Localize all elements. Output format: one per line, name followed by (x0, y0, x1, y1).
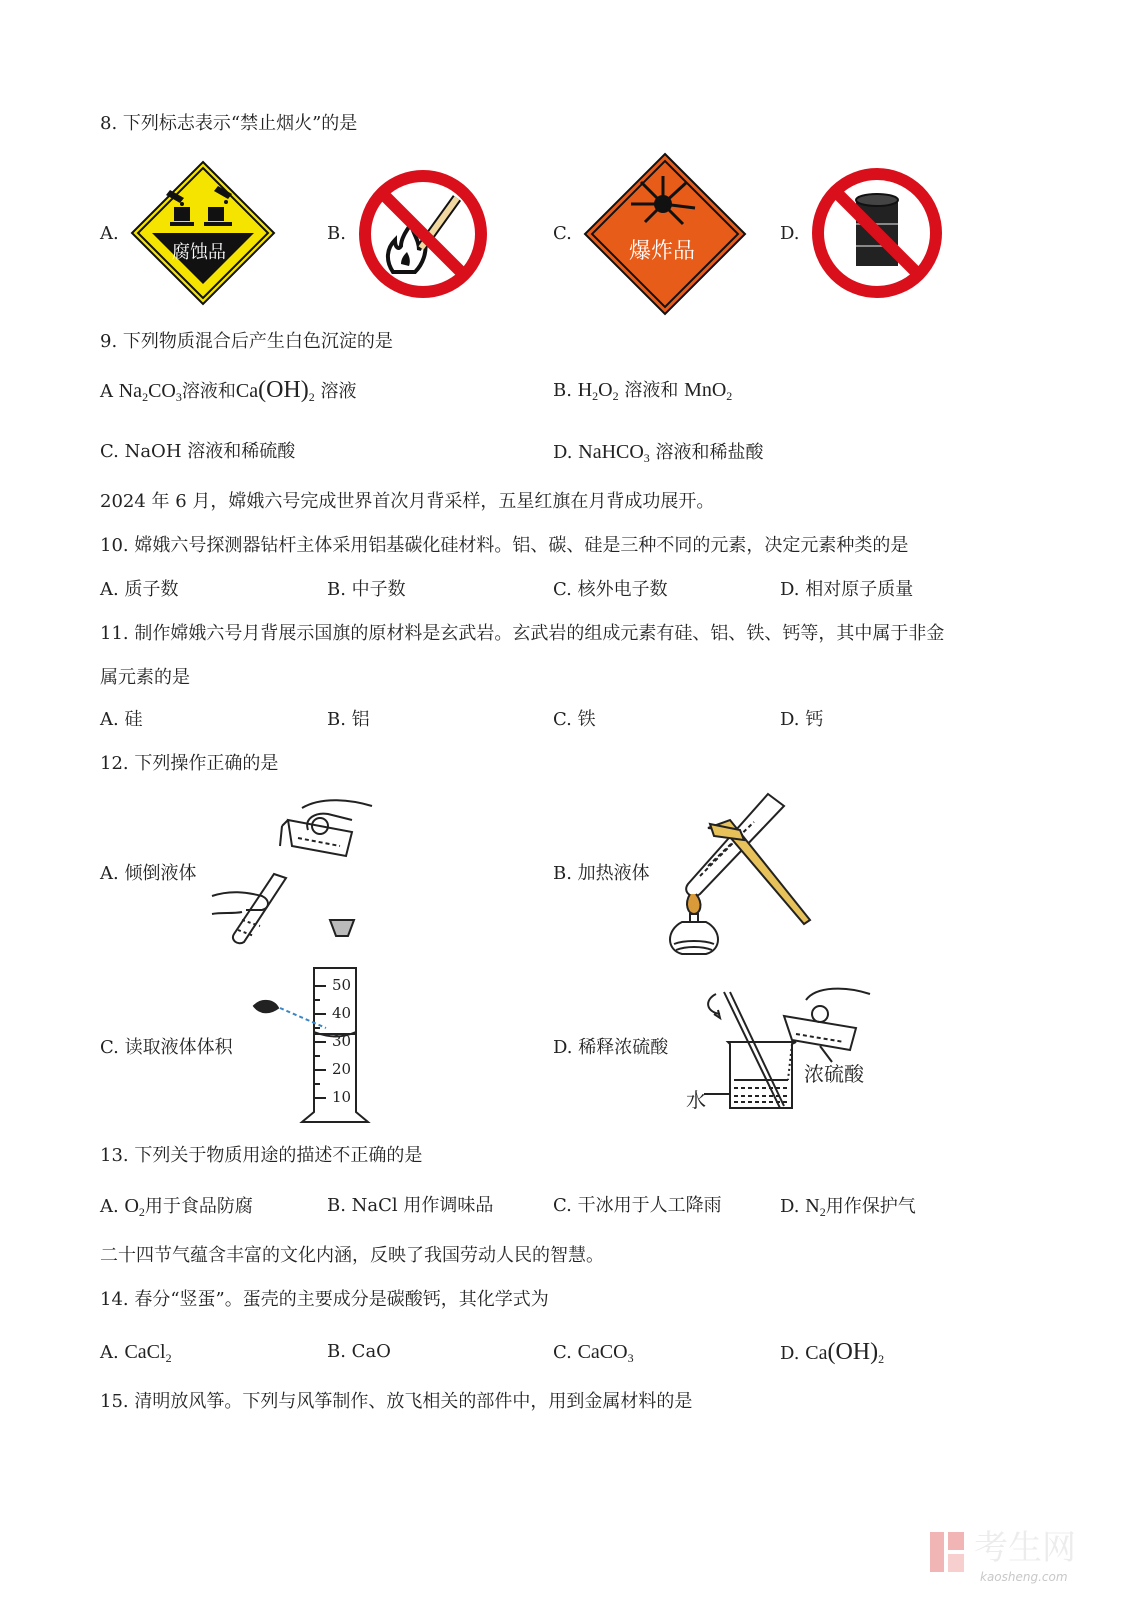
q9-b-mid: 溶液和 (624, 380, 679, 401)
q13-a-formula: $O_2$ (124, 1195, 145, 1219)
corrosive-sign-icon (130, 160, 276, 306)
q12-option-b: B. 加热液体 (553, 863, 650, 884)
cylinder-mark-30: 30 (332, 1032, 352, 1050)
q12-option-a: A. 倾倒液体 (100, 863, 197, 884)
q12-option-c: C. 读取液体体积 (100, 1037, 233, 1058)
context-intro-2: 二十四节气蕴含丰富的文化内涵，反映了我国劳动人民的智慧。 (100, 1245, 604, 1266)
q12-stem: 12. 下列操作正确的是 (100, 753, 279, 774)
q14-c-formula: CaCO$_3$ (577, 1341, 634, 1365)
q14-option-a: A. CaCl$_2$ (100, 1341, 172, 1365)
q10-option-a: A. 质子数 (100, 579, 179, 600)
watermark-url: kaosheng.com (980, 1570, 1068, 1584)
q9-a-formula-2: $Ca(OH)_2$ (235, 377, 315, 404)
q9-stem: 9. 下列物质混合后产生白色沉淀的是 (100, 331, 393, 352)
q11-option-b: B. 铝 (327, 709, 370, 730)
no-barrel-sign-icon (810, 166, 944, 300)
q15-stem: 15. 清明放风筝。下列与风筝制作、放飞相关的部件中，用到金属材料的是 (100, 1391, 693, 1412)
q14-option-d: D. $Ca(OH)_2$ (780, 1339, 885, 1366)
cylinder-mark-20: 20 (332, 1060, 352, 1078)
context-intro-1: 2024 年 6 月，嫦娥六号完成世界首次月背采样，五星红旗在月背成功展开。 (100, 491, 715, 512)
cylinder-mark-40: 40 (332, 1004, 352, 1022)
q9-option-b (553, 378, 732, 408)
heating-liquid-illustration (660, 790, 820, 956)
q8-option-d-label: D. (780, 223, 800, 244)
q9-b-label: B. (553, 380, 572, 401)
q13-option-a: A. $O_2$用于食品防腐 (100, 1195, 253, 1219)
q9-d-end: 溶液和稀盐酸 (655, 442, 764, 463)
q9-option-d (553, 440, 764, 470)
q13-option-d: D. $N_2$用作保护气 (780, 1195, 916, 1219)
q10-option-d: D. 相对原子质量 (780, 579, 914, 600)
q8-option-a-label: A. (100, 223, 119, 244)
no-fire-sign-icon (357, 168, 489, 300)
q13-option-b: B. NaCl 用作调味品 (327, 1195, 494, 1216)
label-concentrated-acid: 浓硫酸 (804, 1062, 864, 1086)
q11-stem-line-2: 属元素的是 (100, 667, 190, 688)
graduated-cylinder-illustration (250, 920, 380, 1130)
q10-option-c: C. 核外电子数 (553, 579, 668, 600)
q9-a-mid: 溶液和 (181, 381, 236, 402)
q8-stem: 8. 下列标志表示“禁止烟火”的是 (100, 113, 358, 134)
q13-option-c: C. 干冰用于人工降雨 (553, 1195, 722, 1216)
explosive-sign-text: 爆炸品 (629, 239, 696, 264)
dilute-acid-illustration (700, 984, 880, 1114)
q14-a-formula: CaCl$_2$ (124, 1341, 172, 1365)
q12-option-d: D. 稀释浓硫酸 (553, 1037, 669, 1058)
q11-option-a: A. 硅 (100, 709, 143, 730)
q9-a-formula-1: $Na_2CO_3$ (118, 380, 182, 404)
q11-option-c: C. 铁 (553, 709, 596, 730)
watermark-logo-icon (928, 1530, 968, 1574)
cylinder-mark-50: 50 (332, 976, 352, 994)
q14-option-b: B. CaO (327, 1341, 391, 1362)
q9-option-c: C. NaOH 溶液和稀硫酸 (100, 441, 296, 462)
q10-stem: 10. 嫦娥六号探测器钻杆主体采用铝基碳化硅材料。铝、碳、硅是三种不同的元素，决定元素种类的是 (100, 535, 909, 556)
q9-option-a (100, 378, 356, 409)
q9-d-label: D. (553, 442, 573, 463)
q9-b-formula-2: MnO$_2$ (684, 379, 733, 403)
q14-d-formula: $Ca(OH)_2$ (805, 1339, 885, 1366)
q9-b-formula-1: $H_2O_2$ (577, 379, 619, 403)
label-water: 水 (686, 1088, 706, 1112)
q13-d-formula: $N_2$ (805, 1195, 826, 1219)
cylinder-mark-10: 10 (332, 1088, 352, 1106)
q9-d-formula: NaHCO$_3$ (578, 441, 650, 465)
q11-stem-line-1: 11. 制作嫦娥六号月背展示国旗的原材料是玄武岩。玄武岩的组成元素有硅、铝、铁、钙等，其中属于非金 (100, 623, 945, 644)
q8-option-c-label: C. (553, 223, 572, 244)
q8-option-b-label: B. (327, 223, 346, 244)
q9-a-label: A (100, 381, 113, 402)
q14-stem: 14. 春分“竖蛋”。蛋壳的主要成分是碳酸钙，其化学式为 (100, 1289, 549, 1310)
watermark-text: 考生网 (974, 1528, 1076, 1568)
corrosive-sign-text: 腐蚀品 (172, 242, 226, 263)
q11-option-d: D. 钙 (780, 709, 824, 730)
q14-option-c: C. CaCO$_3$ (553, 1341, 634, 1365)
q10-option-b: B. 中子数 (327, 579, 406, 600)
q9-a-end: 溶液 (320, 381, 357, 402)
q13-stem: 13. 下列关于物质用途的描述不正确的是 (100, 1145, 423, 1166)
